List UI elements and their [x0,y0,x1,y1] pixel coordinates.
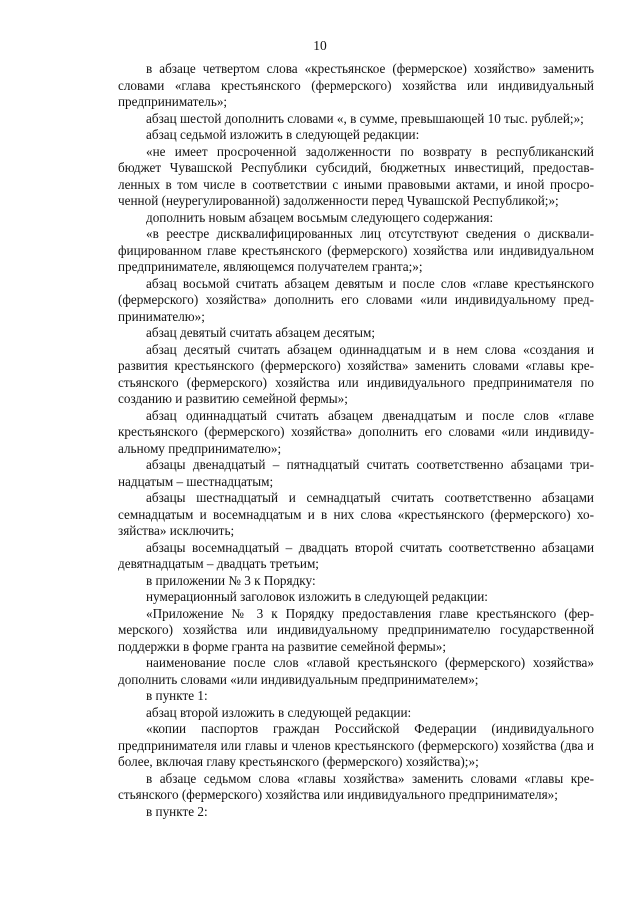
paragraph: абзац восьмой считать абзацем девятым и после слов «главе крестьянского (фермерского) хозяйства» дополнить его словами «или индивидуальному предпринимателю»; [118,275,594,324]
paragraph: наименование после слов «главой крестьянского (фермерского) хозяйства» дополнить словами «или индивидуальным предпринимателем»; [118,655,594,687]
paragraph: дополнить новым абзацем восьмым следующего содержания: [146,209,494,225]
paragraph: «не имеет просроченной задолженности по возврату в республиканский бюджет Чувашской Республики субсидий, бюджетных инвестиций, предоставленных в том числе в соответствии с иными правовыми актами, и иной просроченной (неурегулированной) задолженности перед Чувашской Республикой;»; [118,143,594,208]
paragraph: в пункте 1: [146,688,208,703]
paragraph: абзац девятый считать абзацем десятым; [146,325,376,340]
paragraph: абзац шестой дополнить словами «, в сумме, превышающей 10 тыс. рублей;»; [146,110,584,126]
paragraph: абзацы восемнадцатый – двадцать второй считать соответственно абзацами девятнадцатым – двадцать третьим; [118,539,594,571]
paragraph: «копии паспортов граждан Российской Федерации (индивидуального предпринимателя или главы и членов крестьянского (фермерского) хозяйства (два и более, включая главу крестьянского (фермерского) хозяйства);»; [118,721,594,769]
paragraph: «Приложение № 3 к Порядку предоставления главе крестьянского (фермерского) хозяйства или индивидуальному предпринимателю государственной поддержки в форме гранта на развитие семейной фермы»; [118,605,594,654]
paragraph: в пункте 2: [146,803,208,819]
paragraph: в абзаце седьмом слова «главы хозяйства» заменить словами «главы крестьянского (фермерского) хозяйства или индивидуального предпринимателя»; [118,770,594,802]
paragraph: абзац седьмой изложить в следующей редакции: [146,127,420,142]
paragraph: абзац одиннадцатый считать абзацем двенадцатым и после слов «главе крестьянского (фермерского) хозяйства» дополнить его словами «или индивидуальному предпринимателю»; [118,407,594,456]
paragraph: в приложении № 3 к Порядку: [146,572,316,588]
paragraph: «в реестре дисквалифицированных лиц отсутствуют сведения о дисквалифицированном главе крестьянского (фермерского) хозяйства или индивидуальном предпринимателе, являющемся получателем гранта;»; [118,226,594,274]
paragraph: нумерационный заголовок изложить в следующей редакции: [146,589,488,604]
page-number: 10 [313,38,327,53]
paragraph: абзацы шестнадцатый и семнадцатый считать соответственно абзацами семнадцатым и восемнадцатым и в них слова «крестьянского (фермерского) хозяйства» исключить; [118,490,594,538]
paragraph: абзацы двенадцатый – пятнадцатый считать соответственно абзацами тринадцатым – шестнадцатым; [118,457,594,489]
paragraph: в абзаце четвертом слова «крестьянское (фермерское) хозяйство» заменить словами «глава крестьянского (фермерского) хозяйства или индивидуальный предприниматель»; [118,61,594,109]
document-body [118,61,594,820]
paragraph: абзац второй изложить в следующей редакции: [146,704,412,720]
paragraph: абзац десятый считать абзацем одиннадцатым и в нем слова «создания и развития крестьянского (фермерского) хозяйства» заменить словами «главы крестьянского (фермерского) хозяйства или индивидуального предпринимателя по созданию и развитию семейной фермы»; [118,341,594,406]
